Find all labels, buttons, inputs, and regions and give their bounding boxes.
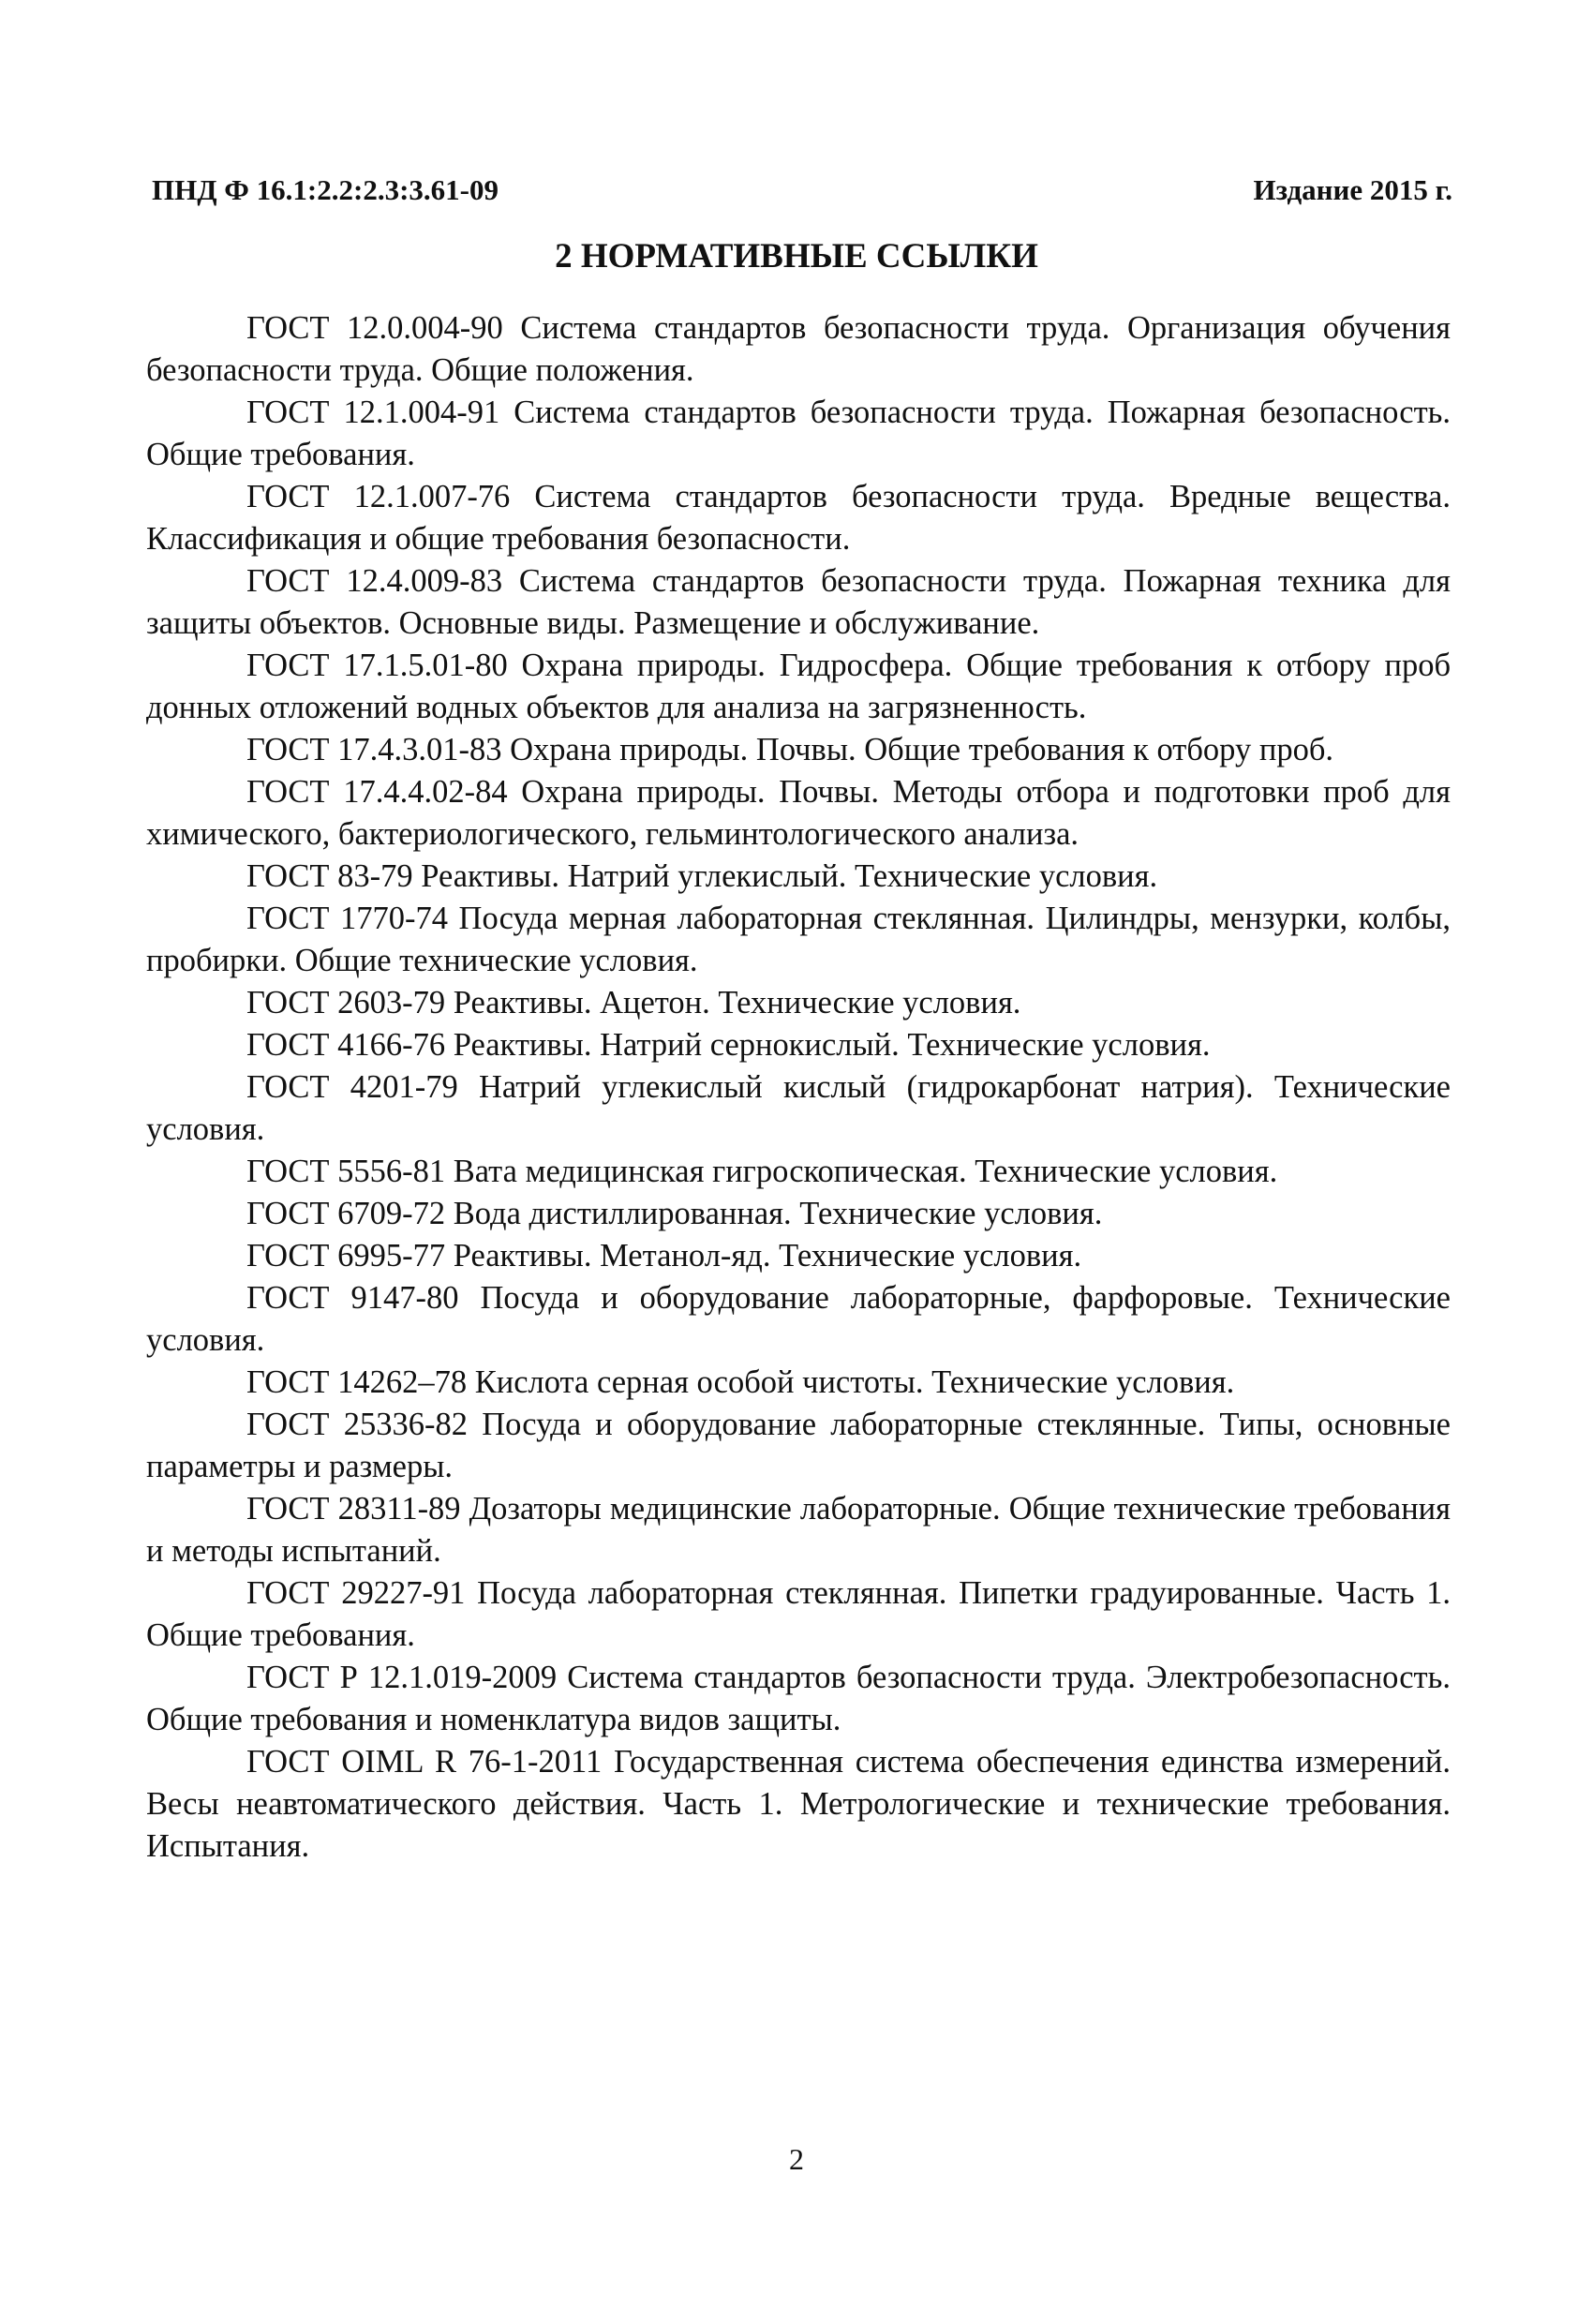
- document-code: ПНД Ф 16.1:2.2:2.3:3.61-09: [152, 173, 499, 206]
- section-title: 2 НОРМАТИВНЫЕ ССЫЛКИ: [555, 237, 1038, 276]
- reference-item: ГОСТ 6995-77 Реактивы. Метанол-яд. Технические условия.: [246, 1238, 1082, 1274]
- page-number: 2: [789, 2142, 804, 2176]
- reference-item: ГОСТ 4166-76 Реактивы. Натрий сернокислый. Технические условия.: [246, 1027, 1211, 1063]
- reference-item: ГОСТ 12.4.009-83 Система стандартов безопасности труда. Пожарная техника для защиты объектов. Основные виды. Размещение и обслуживание.: [146, 563, 1451, 641]
- reference-item: ГОСТ 17.4.3.01-83 Охрана природы. Почвы. Общие требования к отбору проб.: [246, 732, 1333, 767]
- edition-label: Издание 2015 г.: [1253, 173, 1452, 206]
- reference-item: ГОСТ OIML R 76-1-2011 Государственная система обеспечения единства измерений. Весы неавтоматического действия. Часть 1. Метрологические и технические требования. Испытания.: [146, 1744, 1451, 1864]
- page-header: [152, 173, 1452, 220]
- reference-item: ГОСТ Р 12.1.019-2009 Система стандартов безопасности труда. Электробезопасность. Общие требования и номенклатура видов защиты.: [146, 1660, 1451, 1737]
- reference-item: ГОСТ 5556-81 Вата медицинская гигроскопическая. Технические условия.: [246, 1154, 1278, 1189]
- reference-item: ГОСТ 83-79 Реактивы. Натрий углекислый. Технические условия.: [246, 858, 1158, 894]
- reference-item: ГОСТ 14262–78 Кислота серная особой чистоты. Технические условия.: [246, 1364, 1235, 1400]
- reference-item: ГОСТ 12.0.004-90 Система стандартов безопасности труда. Организация обучения безопасности труда. Общие положения.: [146, 310, 1451, 388]
- reference-item: ГОСТ 9147-80 Посуда и оборудование лабораторные, фарфоровые. Технические условия.: [146, 1280, 1451, 1358]
- reference-item: ГОСТ 17.1.5.01-80 Охрана природы. Гидросфера. Общие требования к отбору проб донных отложений водных объектов для анализа на загрязненность.: [146, 648, 1451, 725]
- reference-item: ГОСТ 28311-89 Дозаторы медицинские лабораторные. Общие технические требования и методы испытаний.: [146, 1491, 1451, 1569]
- reference-item: ГОСТ 6709-72 Вода дистиллированная. Технические условия.: [246, 1196, 1103, 1231]
- reference-item: ГОСТ 17.4.4.02-84 Охрана природы. Почвы. Методы отбора и подготовки проб для химического, бактериологического, гельминтологического анализа.: [146, 774, 1451, 852]
- reference-item: ГОСТ 2603-79 Реактивы. Ацетон. Технические условия.: [246, 985, 1021, 1020]
- reference-item: ГОСТ 12.1.007-76 Система стандартов безопасности труда. Вредные вещества. Классификация и общие требования безопасности.: [146, 479, 1451, 557]
- reference-item: ГОСТ 1770-74 Посуда мерная лабораторная стеклянная. Цилиндры, мензурки, колбы, пробирки. Общие технические условия.: [146, 901, 1451, 978]
- references-list: [146, 307, 1451, 1868]
- reference-item: ГОСТ 12.1.004-91 Система стандартов безопасности труда. Пожарная безопасность. Общие требования.: [146, 395, 1451, 472]
- reference-item: ГОСТ 4201-79 Натрий углекислый кислый (гидрокарбонат натрия). Технические условия.: [146, 1069, 1451, 1147]
- reference-item: ГОСТ 25336-82 Посуда и оборудование лабораторные стеклянные. Типы, основные параметры и размеры.: [146, 1407, 1451, 1484]
- reference-item: ГОСТ 29227-91 Посуда лабораторная стеклянная. Пипетки градуированные. Часть 1. Общие требования.: [146, 1575, 1451, 1653]
